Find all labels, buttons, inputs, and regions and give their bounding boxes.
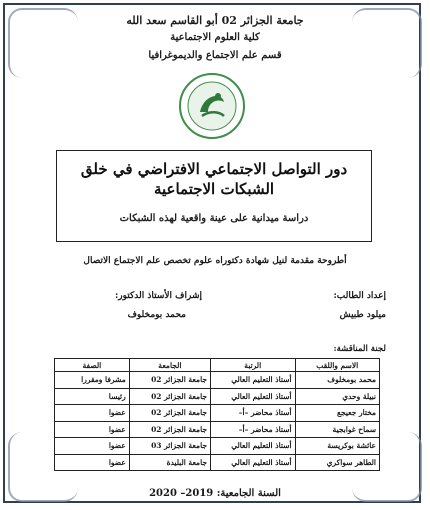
column-header-university: الجامعة [129, 359, 210, 372]
department-name: قسم علم الاجتماع والديموغرافيا [148, 50, 282, 61]
member-name: الطاهر سواكري [295, 454, 380, 471]
member-rank: أستاذ محاضر –أ– [211, 405, 296, 422]
column-header-rank: الرتبة [211, 359, 296, 372]
member-university: جامعة الجزائر 03 [129, 438, 210, 455]
university-logo [178, 72, 246, 140]
member-role: رئيسا [55, 388, 130, 405]
table-header-row [55, 359, 380, 372]
member-role: عضوا [55, 438, 130, 455]
member-name: نبيلة وحدي [295, 388, 380, 405]
member-rank: أستاذ محاضر –أ– [211, 421, 296, 438]
member-university: جامعة البليدة [129, 454, 210, 471]
table-row [55, 388, 380, 405]
member-name: محمد بومخلوف [295, 372, 380, 389]
table-row [55, 405, 380, 422]
member-rank: أستاذ التعليم العالي [211, 388, 296, 405]
table-row [55, 372, 380, 389]
committee-label: لجنة المناقشة: [333, 344, 386, 354]
table-row [55, 454, 380, 471]
member-role: عضوا [55, 421, 130, 438]
member-rank: أستاذ التعليم العالي [211, 454, 296, 471]
member-name: عائشة بوكريسة [295, 438, 380, 455]
academic-year: السنة الجامعية: 2019– 2020 [149, 488, 281, 499]
student-name: ميلود طبيش [339, 310, 386, 320]
column-header-name: الاسم واللقب [295, 359, 380, 372]
member-university: جامعة الجزائر 02 [129, 372, 210, 389]
thesis-subtitle: دراسة ميدانية على عينة واقعية لهذه الشبكات [119, 213, 309, 224]
supervisor-label: إشراف الأستاذ الدكتور: [114, 291, 202, 301]
student-label: إعداد الطالب: [333, 291, 386, 301]
member-name: سماح غوابجية [295, 421, 380, 438]
member-name: مختار جعيجع [295, 405, 380, 422]
committee-table [54, 358, 380, 471]
thesis-title: دور التواصل الاجتماعي الافتراضي في خلق الشبكات الاجتماعية [80, 160, 348, 198]
supervisor-name: محمد بومخلوف [127, 310, 186, 320]
thesis-note: أطروحة مقدمة لنيل شهادة دكتوراه علوم تخصص علم الاجتماع الاتصال [83, 256, 347, 266]
member-role: مشرفا ومقررا [55, 372, 130, 389]
member-university: جامعة الجزائر 02 [129, 405, 210, 422]
column-header-role: الصفة [55, 359, 130, 372]
table-row [55, 438, 380, 455]
member-rank: أستاذ التعليم العالي [211, 438, 296, 455]
title-box [56, 150, 372, 242]
table-row [55, 421, 380, 438]
member-university: جامعة الجزائر 02 [129, 421, 210, 438]
member-rank: أستاذ التعليم العالي [211, 372, 296, 389]
member-university: جامعة الجزائر 02 [129, 388, 210, 405]
faculty-name: كلية العلوم الاجتماعية [170, 32, 260, 43]
member-role: عضوا [55, 454, 130, 471]
member-role: عضوا [55, 405, 130, 422]
university-name: جامعة الجزائر 02 أبو القاسم سعد الله [126, 14, 304, 27]
